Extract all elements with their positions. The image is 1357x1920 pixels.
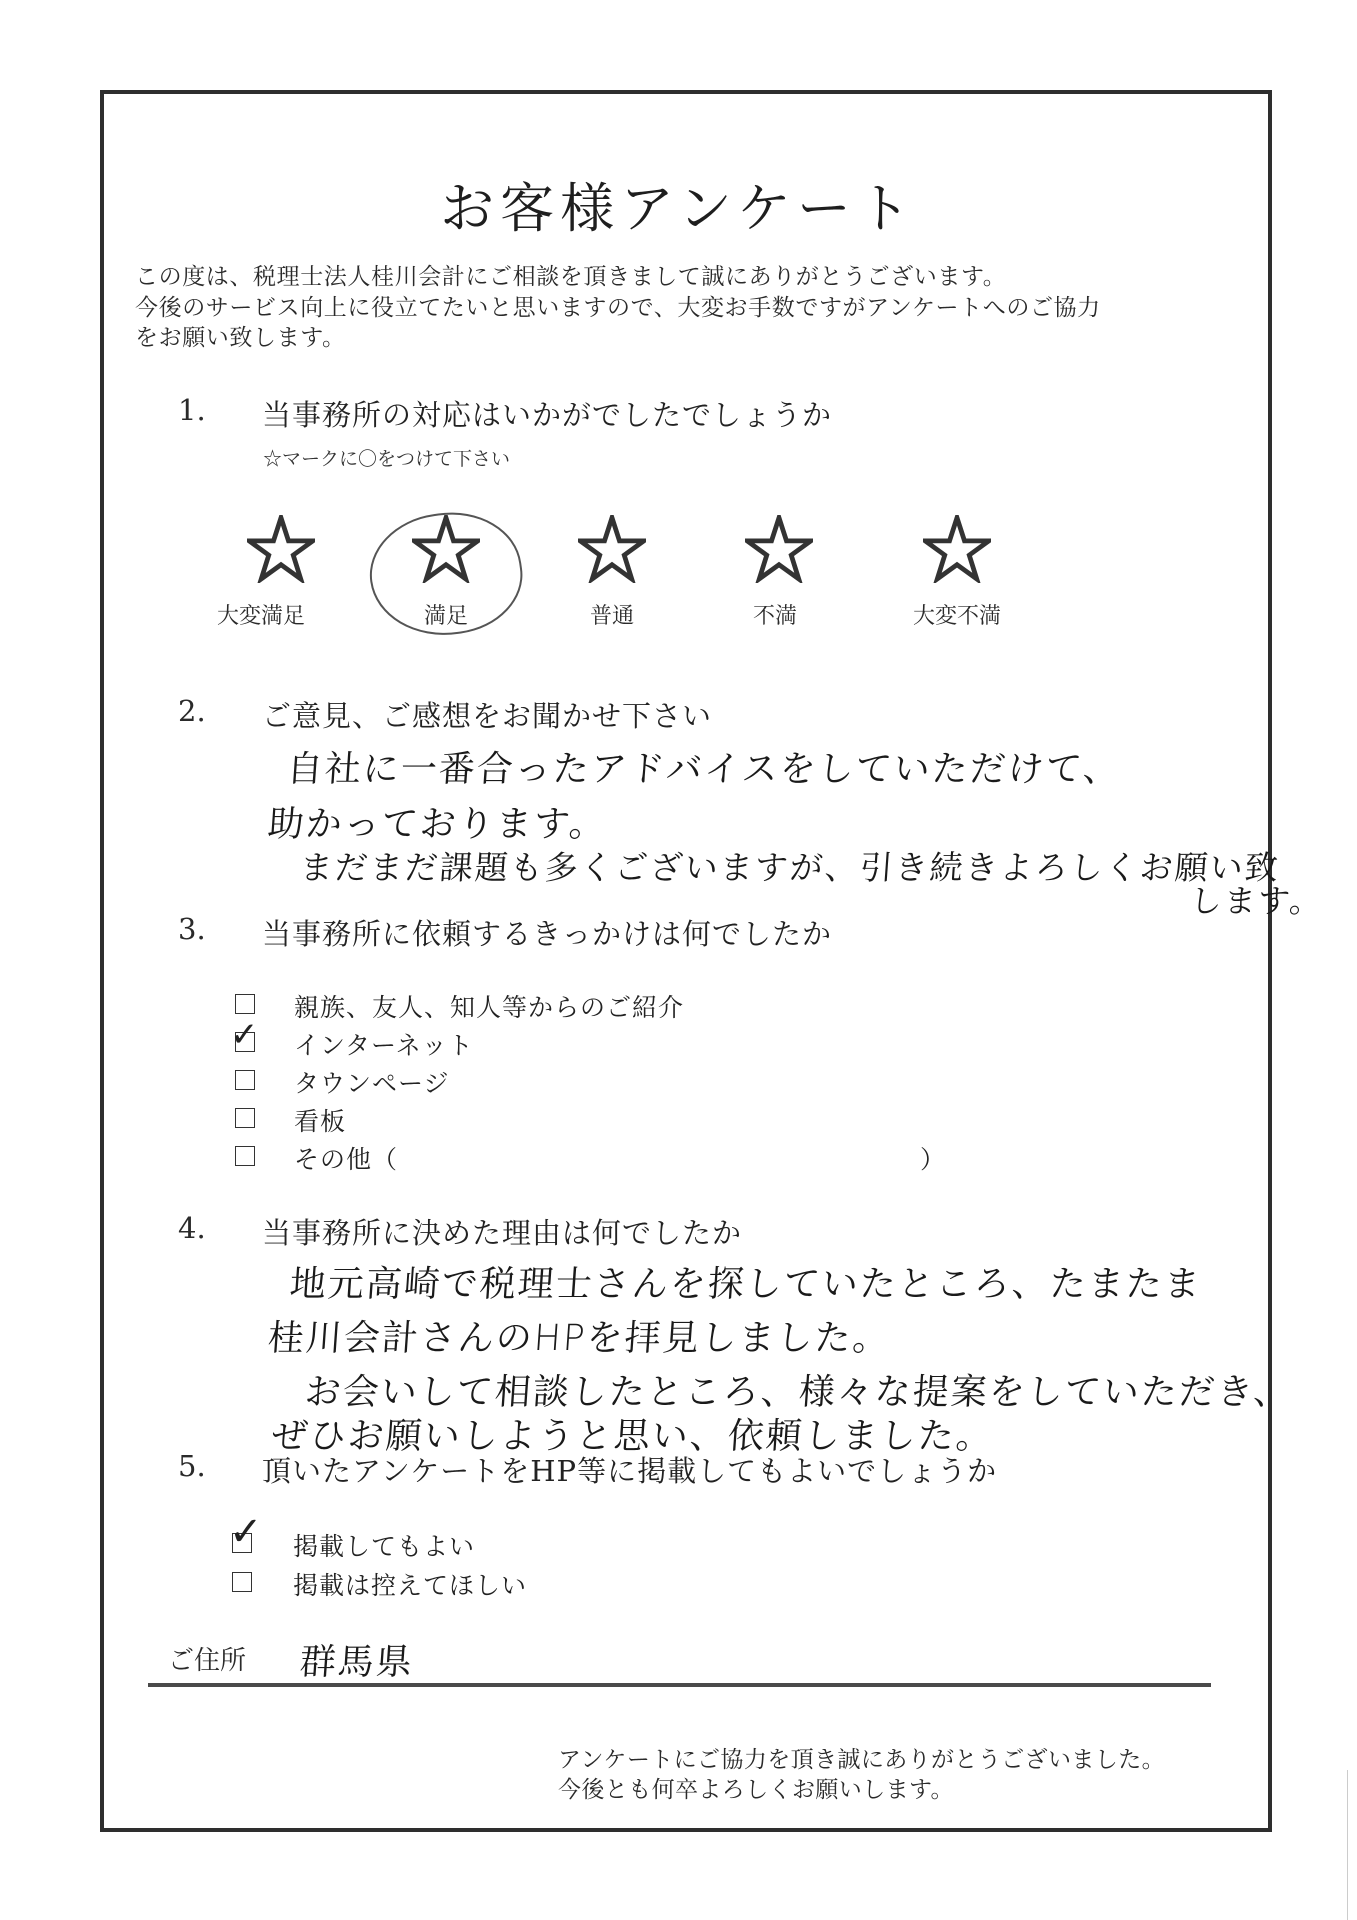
checkbox-town-page[interactable] (235, 1070, 255, 1090)
q1-number: 1. (178, 393, 206, 427)
checkbox-publish-no[interactable] (232, 1572, 252, 1592)
q4-number: 4. (178, 1211, 206, 1245)
address-underline (148, 1683, 1211, 1687)
star-outline-icon[interactable] (745, 515, 813, 583)
q2-answer-line-3: まだまだ課題も多くございますが、引き続きよろしくお願い致 (298, 848, 1282, 887)
q1-instruction: ☆マークに〇をつけて下さい (263, 448, 511, 470)
option-publish-no: 掲載は控えてほしい (293, 1571, 528, 1600)
star-outline-icon[interactable] (578, 515, 646, 583)
rating-label-very-dissatisfied: 大変不満 (912, 604, 1001, 629)
checkmark-icon: ✓ (229, 1509, 263, 1555)
option-publish-ok: 掲載してもよい (293, 1532, 476, 1561)
rating-label-very-satisfied: 大変満足 (216, 604, 305, 629)
q3-question: 当事務所に依頼するきっかけは何でしたか (262, 917, 833, 951)
checkmark-icon: ✓ (230, 1015, 259, 1055)
scan-edge-line (1347, 1770, 1348, 1920)
footer-line-2: 今後とも何卒よろしくお願いします。 (558, 1777, 954, 1803)
q4-question: 当事務所に決めた理由は何でしたか (262, 1216, 743, 1250)
q1-question: 当事務所の対応はいかがでしたでしょうか (262, 398, 833, 432)
q4-answer-line-2: 桂川会計さんのHPを拝見しました。 (266, 1318, 893, 1359)
q4-answer-line-1: 地元高崎で税理士さんを探していたところ、たまたま (288, 1264, 1204, 1305)
star-outline-icon[interactable] (923, 515, 991, 583)
q4-answer-line-3: お会いして相談したところ、様々な提案をしていただき、 (303, 1372, 1293, 1413)
rating-label-dissatisfied: 不満 (752, 604, 797, 629)
rating-label-neutral: 普通 (589, 604, 634, 629)
option-internet: インターネット (294, 1031, 474, 1060)
q2-answer-line-1: 自社に一番合ったアドバイスをしていただけて、 (285, 749, 1123, 790)
q2-answer-line-4: します。 (1188, 882, 1325, 920)
checkbox-signboard[interactable] (235, 1108, 255, 1128)
checkbox-other[interactable] (235, 1146, 255, 1166)
option-town-page: タウンページ (294, 1069, 450, 1098)
rating-label-satisfied: 満足 (423, 604, 468, 629)
option-other: その他（ (294, 1145, 399, 1174)
option-referral: 親族、友人、知人等からのご紹介 (294, 993, 685, 1022)
footer-line-1: アンケートにご協力を頂き誠にありがとうございました。 (558, 1747, 1166, 1773)
q2-question: ご意見、ご感想をお聞かせ下さい (262, 699, 713, 733)
intro-line-1: この度は、税理士法人桂川会計にご相談を頂きまして誠にありがとうございます。 (135, 264, 1007, 290)
option-signboard: 看板 (294, 1107, 347, 1136)
q4-answer-line-4: ぜひお願いしようと思い、依頼しました。 (270, 1416, 996, 1457)
star-outline-icon[interactable] (247, 515, 315, 583)
checkbox-referral[interactable] (235, 994, 255, 1014)
q5-number: 5. (178, 1449, 206, 1483)
form-title: お客様アンケート (440, 177, 917, 240)
intro-line-3: をお願い致します。 (135, 325, 346, 351)
q2-answer-line-2: 助かっております。 (266, 804, 609, 845)
q2-number: 2. (178, 694, 206, 728)
address-label: ご住所 (168, 1646, 247, 1676)
intro-line-2: 今後のサービス向上に役立てたいと思いますので、大変お手数ですがアンケートへのご協力 (135, 295, 1101, 321)
option-other-close-paren: ） (920, 1145, 947, 1174)
q3-number: 3. (178, 912, 206, 946)
address-value[interactable]: 群馬県 (298, 1642, 416, 1683)
q5-question: 頂いたアンケートをHP等に掲載してもよいでしょうか (262, 1454, 998, 1488)
